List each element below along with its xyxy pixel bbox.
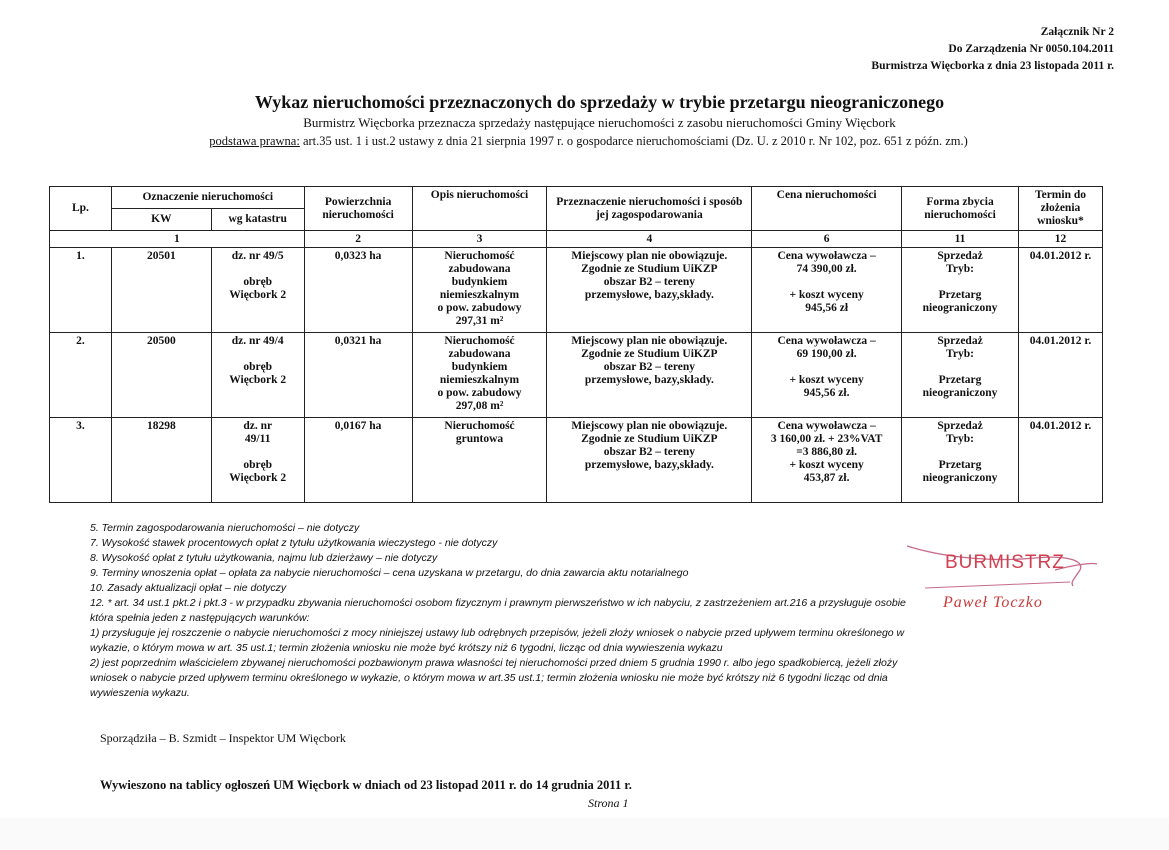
- table-row: [50, 418, 1103, 503]
- table-row: [50, 333, 1103, 418]
- header-powierzchnia: Powierzchnia nieruchomości: [304, 187, 412, 231]
- header-oznaczenie: Oznaczenie nieruchomości: [111, 187, 304, 209]
- posting-period: Wywieszono na tablicy ogłoszeń UM Więcbork w dniach od 23 listopad 2011 r. do 14 grudnia 2011 r.: [100, 778, 632, 792]
- cell-cena: Cena wywoławcza – 74 390,00 zł. + koszt wyceny 945,56 zł: [752, 248, 902, 333]
- cell-lp: 1.: [50, 248, 112, 333]
- cell-termin: 04.01.2012 r.: [1018, 248, 1102, 333]
- title-block: [0, 92, 1169, 149]
- cell-przeznaczenie: Miejscowy plan nie obowiązuje. Zgodnie ze Studium UiKZP obszar B2 – tereny przemysłowe, bazy,składy.: [547, 248, 752, 333]
- cell-katastr: dz. nr 49/5 obręb Więcbork 2: [211, 248, 304, 333]
- cell-lp: 2.: [50, 333, 112, 418]
- cell-forma: Sprzedaż Tryb: Przetarg nieograniczony: [902, 248, 1019, 333]
- column-number: 3: [412, 231, 547, 248]
- header-forma: Forma zbycia nieruchomości: [902, 187, 1019, 231]
- cell-termin: 04.01.2012 r.: [1018, 418, 1102, 503]
- notes-section: [90, 521, 920, 701]
- column-number: 6: [752, 231, 902, 248]
- cell-opis: Nieruchomość zabudowana budynkiem niemieszkalnym o pow. zabudowy 297,08 m²: [412, 333, 547, 418]
- note-item: 2) jest poprzednim właścicielem zbywanej nieruchomości pozbawionym prawa własności tej nieruchomości przed dniem 5 grudnia 1990 r. albo jego spadkobiercą, jeżeli złoży wniosek o nabycie przed upływem terminu określonego w wykazie, o którym mowa w art.35 ust.1; termin złożenia wniosku nie może być krótszy niż 6 tygodni licząc od dnia wywieszenia wykazu.: [90, 657, 898, 699]
- legal-basis: [8, 134, 1169, 149]
- cell-cena: Cena wywoławcza – 69 190,00 zł. + koszt wyceny 945,56 zł.: [752, 333, 902, 418]
- cell-powierzchnia: 0,0321 ha: [304, 333, 412, 418]
- property-table: [49, 186, 1103, 503]
- cell-katastr: dz. nr 49/4 obręb Więcbork 2: [211, 333, 304, 418]
- note-item: 10. Zasady aktualizacji opłat – nie dotyczy: [90, 582, 287, 594]
- document-subtitle: Burmistrz Więcborka przeznacza sprzedaży następujące nieruchomości z zasobu nieruchomości Gminy Więcbork: [303, 115, 896, 130]
- column-number: 1: [50, 231, 305, 248]
- note-item: 7. Wysokość stawek procentowych opłat z tytułu użytkowania wieczystego - nie dotyczy: [90, 537, 498, 549]
- cell-forma: Sprzedaż Tryb: Przetarg nieograniczony: [902, 333, 1019, 418]
- column-number: 2: [304, 231, 412, 248]
- cell-przeznaczenie: Miejscowy plan nie obowiązuje. Zgodnie ze Studium UiKZP obszar B2 – tereny przemysłowe, bazy,składy.: [547, 418, 752, 503]
- note-item: 12. * art. 34 ust.1 pkt.2 i pkt.3 - w przypadku zbywania nieruchomości osobom fizycznym i prawnym pierwszeństwo w ich nabyciu, z zastrzeżeniem art.216 a przysługuje osobie która spełnia jeden z następujących warunków:: [90, 597, 906, 624]
- legal-basis-label: podstawa prawna:: [209, 134, 300, 148]
- cell-termin: 04.01.2012 r.: [1018, 333, 1102, 418]
- stamp-title: BURMISTRZ: [945, 552, 1065, 573]
- header-przeznaczenie: Przeznaczenie nieruchomości i sposób jej zagospodarowania: [547, 187, 752, 231]
- note-item: 5. Termin zagospodarowania nieruchomości – nie dotyczy: [90, 522, 360, 534]
- note-item: 8. Wysokość opłat z tytułu użytkowania, najmu lub dzierżawy – nie dotyczy: [90, 552, 438, 564]
- cell-powierzchnia: 0,0167 ha: [304, 418, 412, 503]
- cell-opis: Nieruchomość gruntowa: [412, 418, 547, 503]
- note-item: 1) przysługuje jej roszczenie o nabycie nieruchomości z mocy niniejszej ustawy lub odrębnych przepisów, jeżeli złoży wniosek o nabycie przed upływem terminu określonego w wykazie, o którym mowa w art. 35 ust.1; termin złożenia wniosku nie może być krótszy niż 6 tygodni, licząc od dnia wywieszenia wykazu: [90, 627, 905, 654]
- cell-kw: 20500: [111, 333, 211, 418]
- mayor-stamp: [905, 540, 1105, 620]
- cell-forma: Sprzedaż Tryb: Przetarg nieograniczony: [902, 418, 1019, 503]
- cell-opis: Nieruchomość zabudowana budynkiem niemieszkalnym o pow. zabudowy 297,31 m²: [412, 248, 547, 333]
- column-number: 12: [1018, 231, 1102, 248]
- header-katastr: wg katastru: [211, 209, 304, 231]
- column-number-row: [50, 231, 1103, 248]
- cell-cena: Cena wywoławcza – 3 160,00 zł. + 23%VAT =3 886,80 zł. + koszt wyceny 453,87 zł.: [752, 418, 902, 503]
- column-number: 11: [902, 231, 1019, 248]
- cell-katastr: dz. nr 49/11 obręb Więcbork 2: [211, 418, 304, 503]
- cell-kw: 20501: [111, 248, 211, 333]
- cell-powierzchnia: 0,0323 ha: [304, 248, 412, 333]
- ordinance-number: Do Zarządzenia Nr 0050.104.2011: [948, 43, 1114, 55]
- note-item: 9. Terminy wnoszenia opłat – opłata za nabycie nieruchomości – cena uzyskana w przetargu, do dnia zawarcia aktu notarialnego: [90, 567, 689, 579]
- attachment-number: Załącznik Nr 2: [1040, 26, 1114, 38]
- header-kw: KW: [111, 209, 211, 231]
- ordinance-date: Burmistrza Więcborka z dnia 23 listopada 2011 r.: [871, 60, 1114, 72]
- legal-basis-text: art.35 ust. 1 i ust.2 ustawy z dnia 21 sierpnia 1997 r. o gospodarce nieruchomościami (Dz. U. z 2010 r. Nr 102, poz. 651 z późn. zm.): [299, 134, 968, 148]
- page-label: Strona 1: [588, 796, 629, 810]
- cell-przeznaczenie: Miejscowy plan nie obowiązuje. Zgodnie ze Studium UiKZP obszar B2 – tereny przemysłowe, bazy,składy.: [547, 333, 752, 418]
- header-cena: Cena nieruchomości: [752, 187, 902, 231]
- prepared-by: Sporządziła – B. Szmidt – Inspektor UM Więcbork: [100, 731, 346, 745]
- cell-lp: 3.: [50, 418, 112, 503]
- header-opis: Opis nieruchomości: [412, 187, 547, 231]
- scan-edge: [0, 818, 1169, 850]
- table-row: [50, 248, 1103, 333]
- column-number: 4: [547, 231, 752, 248]
- stamp-signature: Paweł Toczko: [943, 594, 1043, 611]
- cell-kw: 18298: [111, 418, 211, 503]
- header-termin: Termin do złożenia wniosku*: [1018, 187, 1102, 231]
- document-title: Wykaz nieruchomości przeznaczonych do sprzedaży w trybie przetargu nieograniczonego: [254, 92, 945, 112]
- header-lp: Lp.: [50, 187, 112, 231]
- attachment-header: [871, 24, 1114, 75]
